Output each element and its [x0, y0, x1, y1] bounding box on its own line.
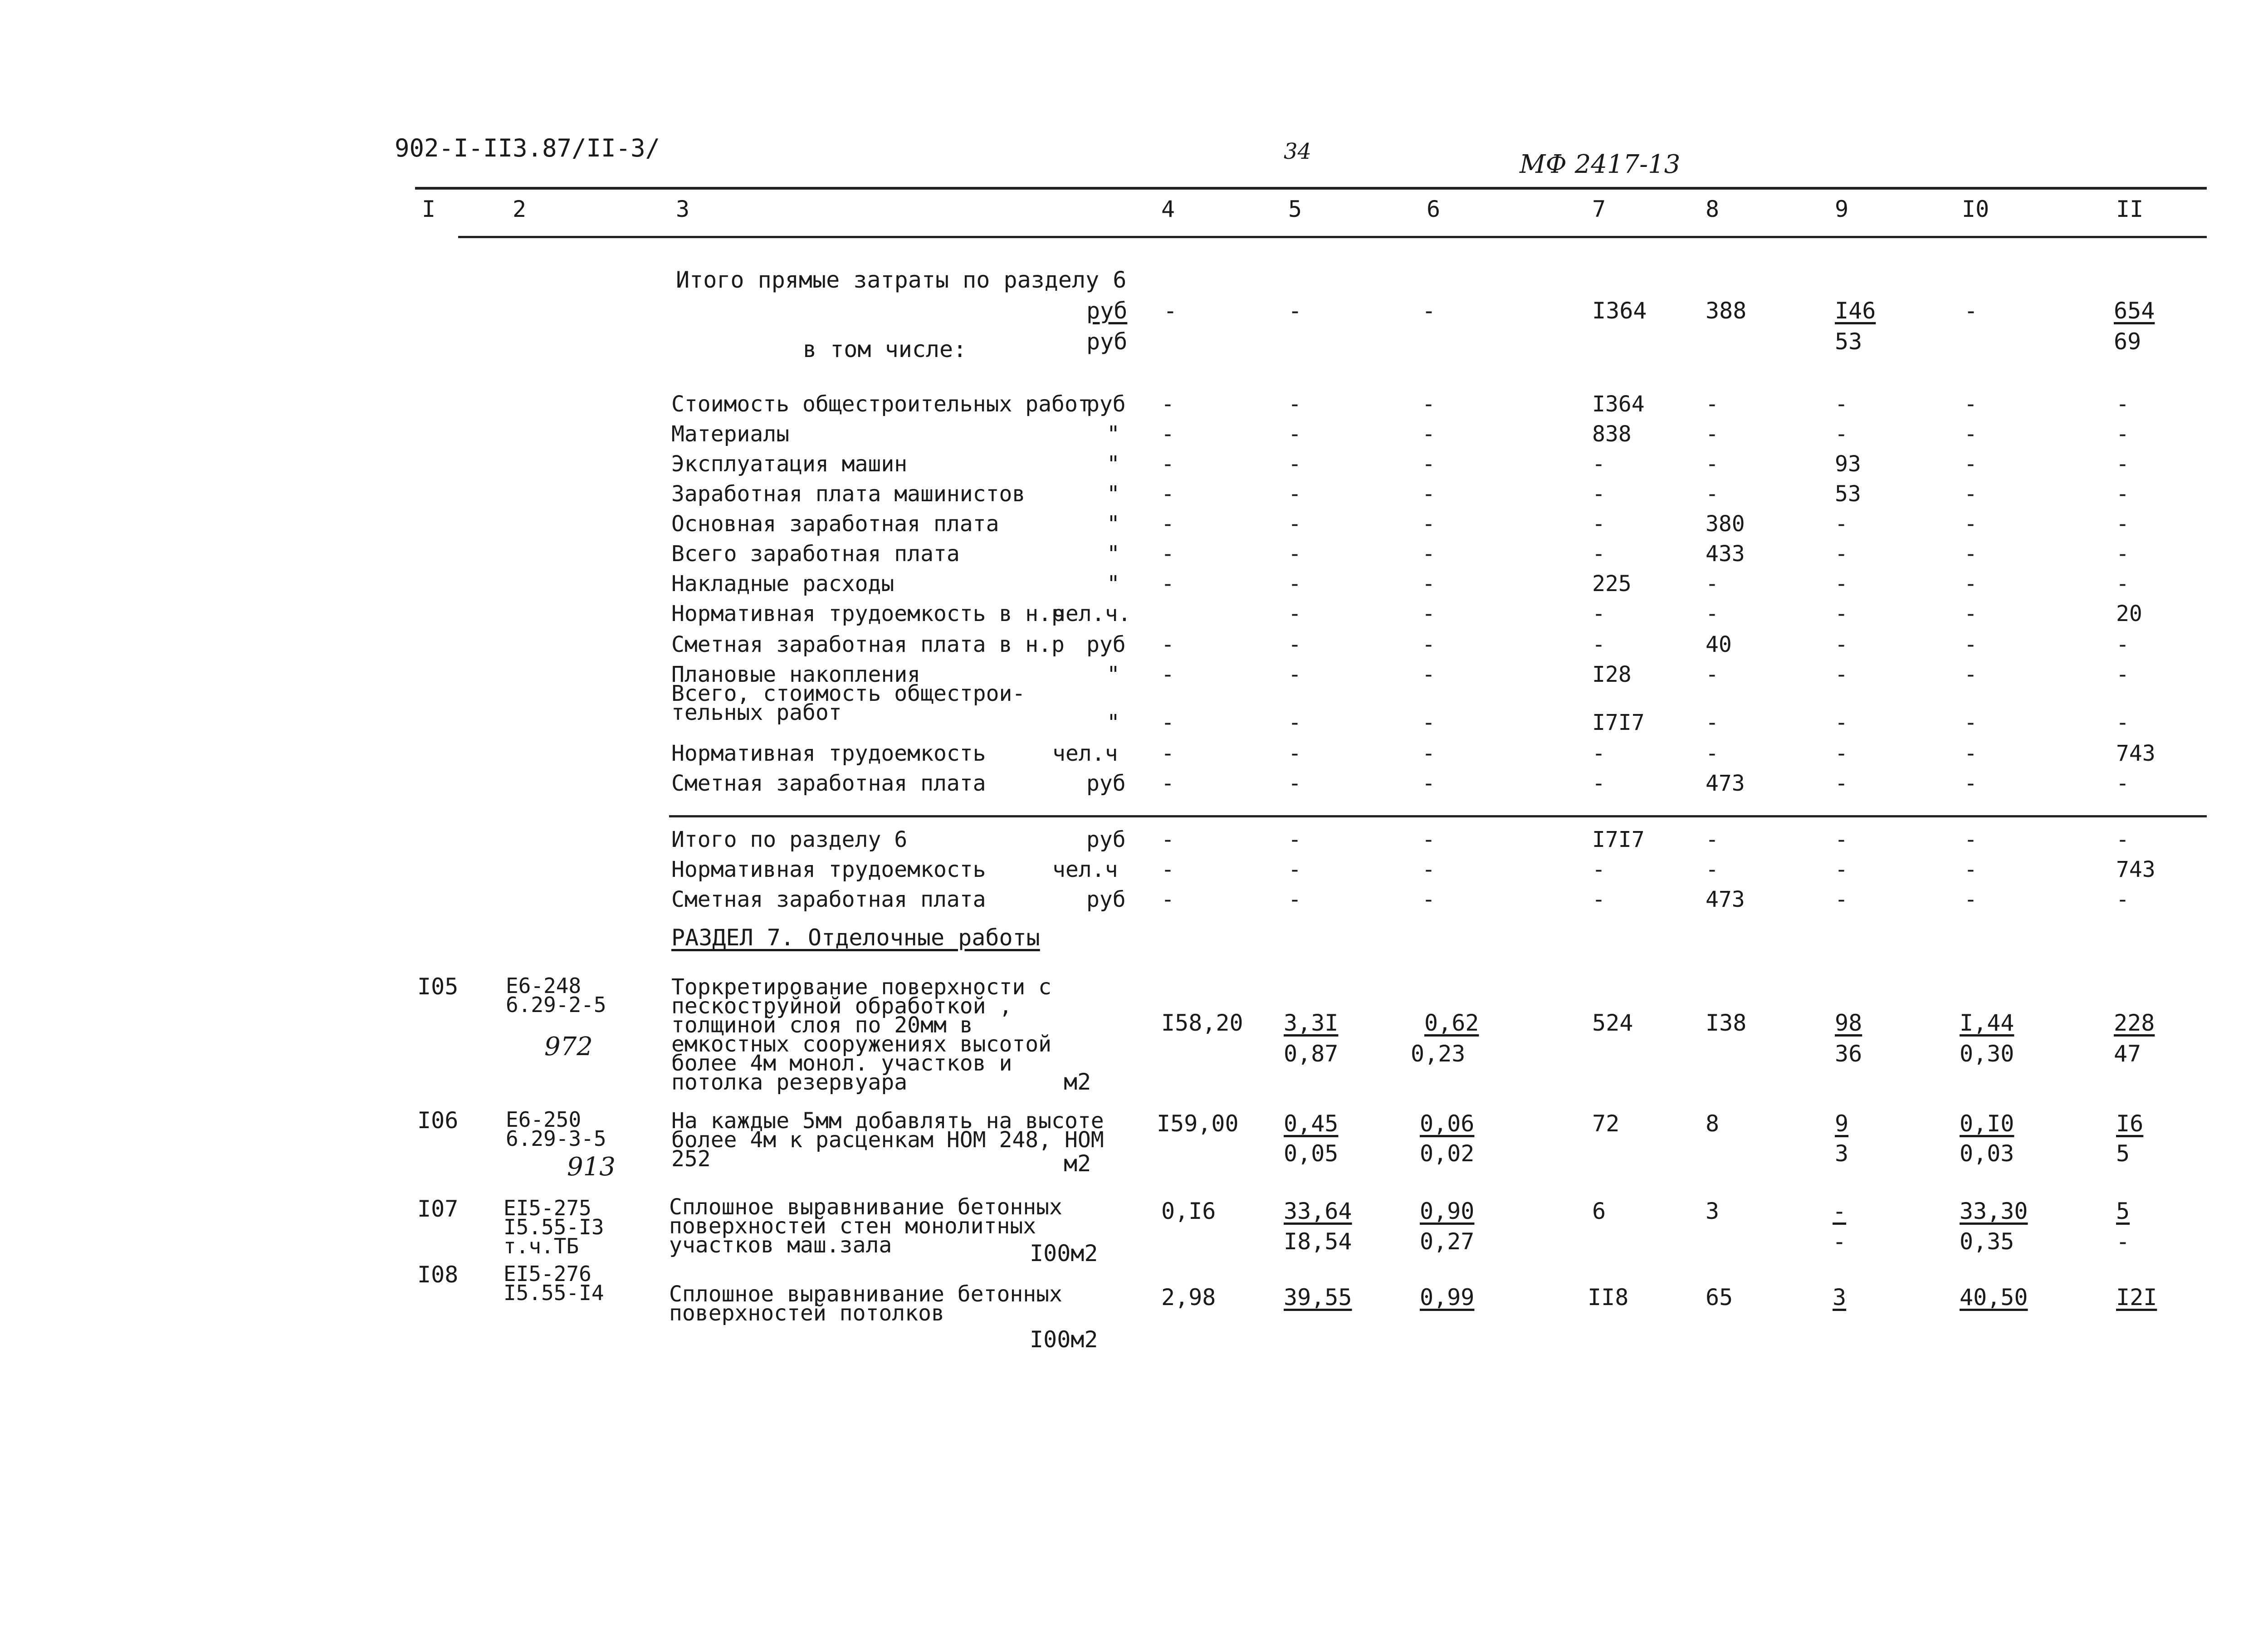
- item-code: Е6-250: [506, 1107, 582, 1132]
- row-value-c10: -: [1964, 601, 1977, 626]
- row-value-c5: -: [1288, 481, 1301, 507]
- row-value-c11: 743: [2116, 857, 2156, 882]
- row-value-c8: -: [1706, 601, 1719, 626]
- total-c7: I364: [1592, 298, 1647, 324]
- item-c10: 0,I0: [1960, 1110, 2014, 1137]
- row-value-c11: -: [2116, 771, 2129, 796]
- row-unit: руб: [1086, 887, 1126, 912]
- item-c5: 39,55: [1284, 1284, 1352, 1310]
- row-value-c4: -: [1161, 771, 1174, 796]
- row-value-c4: -: [1161, 887, 1174, 912]
- row-unit: ": [1107, 541, 1120, 567]
- row-value-c7: I7I7: [1592, 827, 1645, 852]
- row-unit: чел.ч.: [1052, 601, 1131, 626]
- row-label: Основная заработная плата: [671, 511, 999, 537]
- section6-total-unit: руб: [1086, 298, 1128, 324]
- item-c10: 40,50: [1960, 1284, 2028, 1310]
- row-value-c6: -: [1422, 827, 1435, 852]
- item-c6b: 0,02: [1420, 1140, 1475, 1167]
- row-unit: ": [1107, 451, 1120, 477]
- section7-title: РАЗДЕЛ 7. Отделочные работы: [671, 924, 1040, 951]
- item-c6: 0,90: [1420, 1198, 1475, 1224]
- col-header-2: 2: [513, 196, 527, 222]
- item-c4: 2,98: [1161, 1284, 1216, 1310]
- row-unit: ": [1107, 571, 1120, 597]
- row-unit: руб: [1086, 632, 1126, 657]
- row-label: Сметная заработная плата в н.р: [671, 632, 1065, 657]
- row-value-c5: -: [1288, 857, 1301, 882]
- item-unit: I00м2: [1030, 1326, 1098, 1353]
- row-value-c4: -: [1161, 451, 1174, 477]
- row-unit: руб: [1086, 827, 1126, 852]
- row-value-c10: -: [1964, 451, 1977, 477]
- row-value-c5: -: [1288, 391, 1301, 417]
- row-value-c8: -: [1706, 421, 1719, 447]
- row-value-c7: -: [1592, 481, 1605, 507]
- row-value-c6: -: [1422, 511, 1435, 537]
- item-c6b: 0,27: [1420, 1228, 1475, 1255]
- row-value-c10: -: [1964, 741, 1977, 766]
- item-code3: т.ч.ТБ: [503, 1234, 579, 1258]
- row-value-c8: -: [1706, 451, 1719, 477]
- item-c9: -: [1833, 1198, 1847, 1224]
- col-header-11: II: [2116, 196, 2144, 222]
- row-value-c6: -: [1422, 771, 1435, 796]
- row-unit: руб: [1086, 771, 1126, 796]
- col-header-10: I0: [1962, 196, 1989, 222]
- total-c11: 654: [2114, 298, 2155, 324]
- item-c11b: 47: [2114, 1041, 2141, 1067]
- row-value-c7: I364: [1592, 391, 1645, 417]
- row-label: Нормативная трудоемкость в н.р: [671, 601, 1065, 626]
- item-unit: I00м2: [1030, 1240, 1098, 1266]
- row-value-c5: -: [1288, 571, 1301, 597]
- row-value-c5: -: [1288, 827, 1301, 852]
- row-value-c11: -: [2116, 511, 2129, 537]
- row-value-c7: -: [1592, 601, 1605, 626]
- row-value-c5: -: [1288, 771, 1301, 796]
- row-value-c7: -: [1592, 632, 1605, 657]
- row-unit: ": [1107, 511, 1120, 537]
- row-value-c5: -: [1288, 710, 1301, 735]
- row-value-c10: -: [1964, 541, 1977, 567]
- row-value-c8: -: [1706, 391, 1719, 417]
- item-c11b: -: [2116, 1228, 2130, 1255]
- row-value-c7: -: [1592, 887, 1605, 912]
- row-value-c4: -: [1161, 541, 1174, 567]
- row-value-c4: -: [1161, 571, 1174, 597]
- row-label: Эксплуатация машин: [671, 451, 908, 477]
- item-number: I05: [417, 973, 459, 1000]
- handwritten-reference: МФ 2417-13: [1520, 150, 1681, 179]
- row-value-c6: -: [1422, 421, 1435, 447]
- item-c4: 0,I6: [1161, 1198, 1216, 1224]
- item-c4: I58,20: [1161, 1010, 1243, 1036]
- col-header-4: 4: [1161, 196, 1175, 222]
- item-description: На каждые 5мм добавлять на высоте более 4м к расценкам НОМ 248, НОМ 252: [671, 1108, 1104, 1172]
- row-label: Плановые накопления: [671, 662, 921, 687]
- row-value-c7: -: [1592, 741, 1605, 766]
- row-value-c9: -: [1835, 601, 1848, 626]
- row-label: Стоимость общестроительных работ: [671, 391, 1091, 417]
- item-code2: 6.29-3-5: [506, 1126, 606, 1151]
- row-label: Накладные расходы: [671, 571, 894, 597]
- item-c5b: 0,05: [1284, 1140, 1339, 1167]
- total-c6: -: [1422, 298, 1436, 324]
- row-value-c7: 838: [1592, 421, 1632, 447]
- row-value-c11: -: [2116, 710, 2129, 735]
- row-value-c5: -: [1288, 632, 1301, 657]
- row-value-c6: -: [1422, 857, 1435, 882]
- item-c10b: 0,30: [1960, 1041, 2014, 1067]
- row-value-c11: -: [2116, 481, 2129, 507]
- row-value-c7: -: [1592, 771, 1605, 796]
- col-header-3: 3: [676, 196, 690, 222]
- section6-incl-label: в том числе:: [803, 336, 967, 362]
- document-code: 902-I-II3.87/II-3/: [395, 134, 660, 162]
- row-value-c9: -: [1835, 771, 1848, 796]
- row-value-c11: -: [2116, 571, 2129, 597]
- col-header-9: 9: [1835, 196, 1849, 222]
- row-value-c10: -: [1964, 887, 1977, 912]
- row-value-c8: 40: [1706, 632, 1732, 657]
- row-value-c8: -: [1706, 662, 1719, 687]
- row-value-c8: -: [1706, 857, 1719, 882]
- row-value-c6: -: [1422, 451, 1435, 477]
- row-label: Нормативная трудоемкость: [671, 741, 986, 766]
- summary-separator-rule: [669, 815, 2207, 817]
- item-c9: 9: [1835, 1110, 1849, 1137]
- item-c6: 0,06: [1420, 1110, 1475, 1137]
- row-value-c8: -: [1706, 710, 1719, 735]
- item-c5: 3,3I: [1284, 1010, 1339, 1036]
- item-number: I08: [417, 1262, 459, 1288]
- row-label: Сметная заработная плата: [671, 771, 986, 796]
- item-c10b: 0,03: [1960, 1140, 2014, 1167]
- row-value-c11: -: [2116, 827, 2129, 852]
- row-label: Сметная заработная плата: [671, 887, 986, 912]
- col-header-6: 6: [1427, 196, 1441, 222]
- row-value-c11: -: [2116, 632, 2129, 657]
- row-value-c10: -: [1964, 662, 1977, 687]
- item-c5b: I8,54: [1284, 1228, 1352, 1255]
- total-c9: I46: [1835, 298, 1876, 324]
- row-value-c8: 433: [1706, 541, 1745, 567]
- row-value-c8: 380: [1706, 511, 1745, 537]
- row-value-c9: -: [1835, 421, 1848, 447]
- item-c7: 6: [1592, 1198, 1606, 1224]
- item-c5: 33,64: [1284, 1198, 1352, 1224]
- row-value-c6: -: [1422, 632, 1435, 657]
- row-value-c4: -: [1161, 827, 1174, 852]
- row-value-c6: -: [1422, 887, 1435, 912]
- row-value-c5: -: [1288, 601, 1301, 626]
- row-value-c8: -: [1706, 827, 1719, 852]
- item-c11: 5: [2116, 1198, 2130, 1224]
- total-c8: 388: [1706, 298, 1747, 324]
- total-c5: -: [1288, 298, 1302, 324]
- row-value-c4: -: [1161, 421, 1174, 447]
- row-unit: чел.ч: [1052, 857, 1118, 882]
- item-code: Е6-248: [506, 973, 582, 998]
- row-value-c5: -: [1288, 741, 1301, 766]
- row-value-c6: -: [1422, 481, 1435, 507]
- item-c10b: 0,35: [1960, 1228, 2014, 1255]
- row-value-c4: -: [1161, 662, 1174, 687]
- row-value-c5: -: [1288, 511, 1301, 537]
- row-unit: чел.ч: [1052, 741, 1118, 766]
- row-value-c9: -: [1835, 511, 1848, 537]
- item-handwritten-note: 913: [567, 1152, 616, 1182]
- row-unit: ": [1107, 421, 1120, 447]
- row-value-c4: -: [1161, 481, 1174, 507]
- row-value-c6: -: [1422, 571, 1435, 597]
- item-c5b: 0,87: [1284, 1041, 1339, 1067]
- row-value-c5: -: [1288, 451, 1301, 477]
- row-value-c7: -: [1592, 541, 1605, 567]
- item-c7: II8: [1588, 1284, 1629, 1310]
- item-c10: 33,30: [1960, 1198, 2028, 1224]
- header-top-rule: [415, 187, 2207, 190]
- section6-total-unit2: руб: [1086, 328, 1128, 355]
- row-value-c6: -: [1422, 391, 1435, 417]
- row-value-c11: -: [2116, 662, 2129, 687]
- row-value-c11: 20: [2116, 601, 2142, 626]
- item-c7: 524: [1592, 1010, 1633, 1036]
- row-value-c9: -: [1835, 391, 1848, 417]
- item-description: Сплошное выравнивание бетонных поверхностей потолков: [669, 1281, 1062, 1326]
- row-value-c10: -: [1964, 391, 1977, 417]
- row-value-c4: -: [1161, 741, 1174, 766]
- col-header-8: 8: [1706, 196, 1720, 222]
- row-value-c11: 743: [2116, 741, 2156, 766]
- row-value-c9: -: [1835, 632, 1848, 657]
- row-value-c7: -: [1592, 451, 1605, 477]
- row-value-c9: -: [1835, 827, 1848, 852]
- row-value-c5: -: [1288, 662, 1301, 687]
- row-value-c6: -: [1422, 741, 1435, 766]
- row-value-c7: -: [1592, 857, 1605, 882]
- item-code2: I5.55-I3: [503, 1215, 604, 1239]
- row-value-c8: 473: [1706, 887, 1745, 912]
- total-c11b: 69: [2114, 328, 2141, 355]
- row-value-c11: -: [2116, 451, 2129, 477]
- row-value-c10: -: [1964, 710, 1977, 735]
- item-c8: 65: [1706, 1284, 1733, 1310]
- item-c11: I2I: [2116, 1284, 2157, 1310]
- row-value-c6: -: [1422, 662, 1435, 687]
- row-label: Заработная плата машинистов: [671, 481, 1026, 507]
- total-c4: -: [1163, 298, 1178, 324]
- row-value-c11: -: [2116, 887, 2129, 912]
- row-unit: ": [1107, 662, 1120, 687]
- item-c5: 0,45: [1284, 1110, 1339, 1137]
- row-value-c7: I28: [1592, 662, 1632, 687]
- item-c11b: 5: [2116, 1140, 2130, 1167]
- row-value-c9: -: [1835, 571, 1848, 597]
- row-value-c4: -: [1161, 857, 1174, 882]
- item-number: I06: [417, 1107, 459, 1134]
- page-number: 34: [1284, 139, 1312, 164]
- row-value-c4: -: [1161, 391, 1174, 417]
- item-code: ЕI5-276: [503, 1262, 591, 1286]
- row-value-c9: -: [1835, 541, 1848, 567]
- item-c6b: 0,23: [1411, 1041, 1466, 1067]
- item-code2: I5.55-I4: [503, 1281, 604, 1305]
- item-c8: 3: [1706, 1198, 1720, 1224]
- col-header-1: I: [422, 196, 436, 222]
- row-value-c7: I7I7: [1592, 710, 1645, 735]
- row-value-c11: -: [2116, 541, 2129, 567]
- row-value-c11: -: [2116, 421, 2129, 447]
- header-bottom-rule: [458, 236, 2207, 238]
- item-c9b: 3: [1835, 1140, 1849, 1167]
- item-c8: I38: [1706, 1010, 1747, 1036]
- row-value-c10: -: [1964, 571, 1977, 597]
- row-value-c8: 473: [1706, 771, 1745, 796]
- row-value-c7: -: [1592, 511, 1605, 537]
- item-code2: 6.29-2-5: [506, 993, 606, 1017]
- row-value-c10: -: [1964, 857, 1977, 882]
- item-c9: 3: [1833, 1284, 1847, 1310]
- row-value-c4: -: [1161, 511, 1174, 537]
- item-description: Торкретирование поверхности с пескоструйной обработкой , толщиной слоя по 20мм в емкостных сооружениях высотой более 4м монол. участков и потолка резервуара: [671, 974, 1052, 1095]
- row-value-c8: -: [1706, 571, 1719, 597]
- row-value-c5: -: [1288, 541, 1301, 567]
- item-code: ЕI5-275: [503, 1196, 591, 1220]
- item-c11: 228: [2114, 1010, 2155, 1036]
- row-value-c9: -: [1835, 662, 1848, 687]
- item-c8: 8: [1706, 1110, 1720, 1137]
- row-value-c6: -: [1422, 710, 1435, 735]
- item-c6: 0,99: [1420, 1284, 1475, 1310]
- row-value-c10: -: [1964, 481, 1977, 507]
- section6-total-title: Итого прямые затраты по разделу 6: [676, 267, 1127, 293]
- item-c9b: 36: [1835, 1041, 1862, 1067]
- row-unit: ": [1107, 481, 1120, 507]
- total-c10: -: [1964, 298, 1978, 324]
- row-unit: руб: [1086, 391, 1126, 417]
- row-value-c10: -: [1964, 827, 1977, 852]
- row-value-c11: -: [2116, 391, 2129, 417]
- row-value-c8: -: [1706, 741, 1719, 766]
- row-value-c9: -: [1835, 857, 1848, 882]
- row-value-c8: -: [1706, 481, 1719, 507]
- row-value-c6: -: [1422, 601, 1435, 626]
- item-c6: 0,62: [1424, 1010, 1479, 1036]
- row-label: Всего заработная плата: [671, 541, 960, 567]
- row-value-c5: -: [1288, 887, 1301, 912]
- row-value-c9: -: [1835, 741, 1848, 766]
- row-unit: ": [1107, 710, 1120, 735]
- item-c4: I59,00: [1157, 1110, 1239, 1137]
- item-c11: I6: [2116, 1110, 2144, 1137]
- row-value-c9: 93: [1835, 451, 1861, 477]
- total-c9b: 53: [1835, 328, 1862, 355]
- row-label: Нормативная трудоемкость: [671, 857, 986, 882]
- row-value-c10: -: [1964, 771, 1977, 796]
- row-value-c10: -: [1964, 511, 1977, 537]
- row-value-c4: -: [1161, 710, 1174, 735]
- row-value-c9: 53: [1835, 481, 1861, 507]
- row-value-c6: -: [1422, 541, 1435, 567]
- item-c7: 72: [1592, 1110, 1620, 1137]
- row-label: Материалы: [671, 421, 790, 447]
- item-c9: 98: [1835, 1010, 1862, 1036]
- row-label: Всего, стоимость общестрои- тельных работ: [671, 681, 1026, 725]
- row-label: Итого по разделу 6: [671, 827, 908, 852]
- row-value-c7: 225: [1592, 571, 1632, 597]
- item-c10: I,44: [1960, 1010, 2014, 1036]
- item-c9b: -: [1833, 1228, 1847, 1255]
- col-header-5: 5: [1288, 196, 1302, 222]
- item-description: Сплошное выравнивание бетонных поверхностей стен монолитных участков маш.зала: [669, 1194, 1062, 1258]
- item-unit: м2: [1064, 1150, 1091, 1177]
- item-unit: м2: [1064, 1069, 1091, 1095]
- row-value-c10: -: [1964, 632, 1977, 657]
- row-value-c10: -: [1964, 421, 1977, 447]
- row-value-c5: -: [1288, 421, 1301, 447]
- row-value-c4: -: [1161, 632, 1174, 657]
- row-value-c9: -: [1835, 887, 1848, 912]
- col-header-7: 7: [1592, 196, 1606, 222]
- item-handwritten-note: 972: [544, 1032, 593, 1061]
- item-number: I07: [417, 1196, 459, 1222]
- row-value-c9: -: [1835, 710, 1848, 735]
